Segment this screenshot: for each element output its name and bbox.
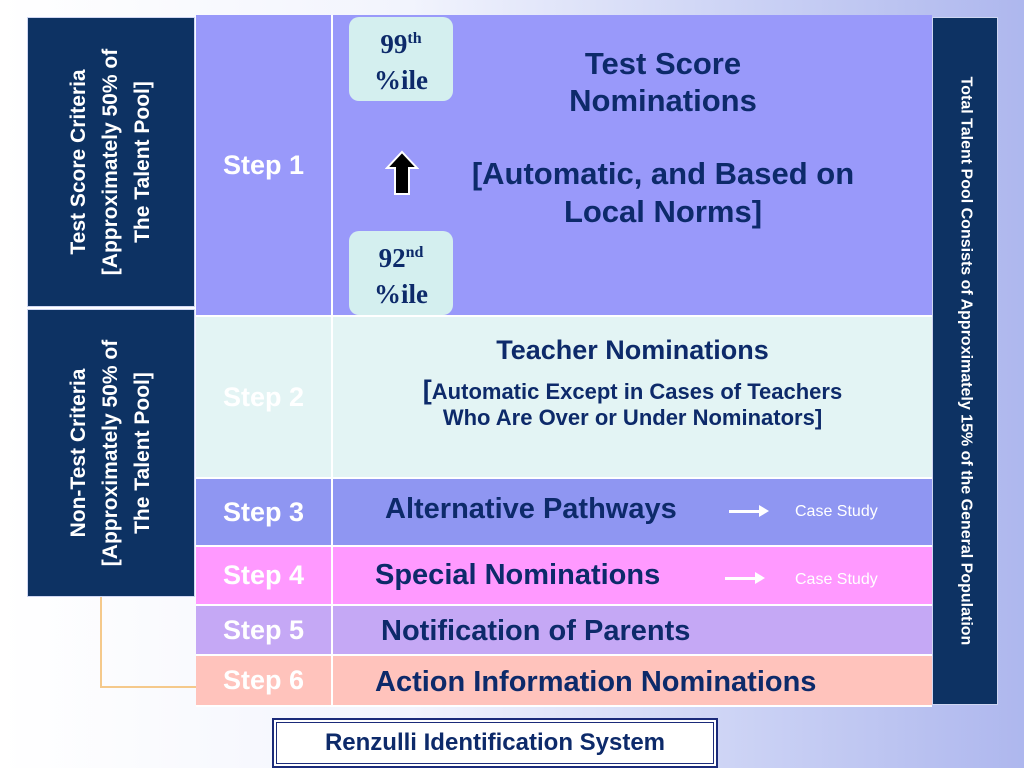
non-test-criteria-line1: Non-Test Criteria — [67, 368, 91, 538]
step6-label: Step 6 — [222, 665, 305, 695]
footer-title: Renzulli Identification System — [324, 729, 666, 756]
footer-title-box — [272, 718, 718, 768]
talent-pool-box — [932, 17, 998, 705]
step3-label: Step 3 — [222, 496, 305, 527]
step1-title-line1: Test Score — [584, 46, 742, 81]
step2-content-cell — [333, 317, 932, 479]
step1-subtitle-line1: [Automatic, and Based on — [471, 156, 855, 191]
step4-arrow-icon — [725, 577, 759, 580]
step2-subtitle-line2: Who Are Over or Under Nominators] — [442, 405, 823, 430]
step3-label-cell — [196, 479, 333, 547]
test-score-criteria-box — [27, 17, 195, 307]
step5-content-cell — [333, 606, 932, 656]
step2-subtitle — [333, 377, 932, 431]
bottom-percentile-number: 92 — [378, 242, 406, 273]
step2-label: Step 2 — [222, 381, 305, 412]
step2-subtitle-line1: Automatic Except in Cases of Teachers — [431, 379, 843, 404]
step6-content-cell — [333, 656, 932, 707]
step1-content-cell — [333, 15, 932, 317]
step3-title: Alternative Pathways — [385, 493, 677, 525]
test-score-criteria-line3: The Talent Pool] — [131, 81, 155, 243]
step1-title — [503, 45, 823, 119]
connector-bracket — [100, 596, 200, 688]
step2-label-cell — [196, 317, 333, 479]
non-test-criteria-line2: [Approximately 50% of — [99, 339, 123, 567]
step4-title: Special Nominations — [375, 559, 661, 591]
step3-case-study-link[interactable]: Case Study — [795, 503, 878, 520]
non-test-criteria-text — [63, 340, 159, 566]
top-percentile-suffix: th — [407, 29, 422, 47]
step4-content-cell — [333, 547, 932, 606]
step3-arrow-icon — [729, 510, 763, 513]
step1-title-line2: Nominations — [569, 83, 757, 118]
talent-pool-text: Total Talent Pool Consists of Approximately 15% of the General Population — [957, 76, 975, 646]
step2-title: Teacher Nominations — [496, 335, 769, 365]
step5-title: Notification of Parents — [381, 615, 691, 647]
step3-content-cell — [333, 479, 932, 547]
step1-subtitle — [443, 155, 883, 231]
non-test-criteria-box — [27, 309, 195, 597]
step4-label: Step 4 — [222, 560, 305, 590]
bottom-percentile-suffix: nd — [405, 243, 424, 261]
top-percentile-number: 99 — [380, 28, 408, 59]
step4-label-cell — [196, 547, 333, 606]
step5-label-cell — [196, 606, 333, 656]
top-percentile-badge — [349, 17, 453, 101]
test-score-criteria-line1: Test Score Criteria — [67, 69, 91, 255]
step6-title: Action Information Nominations — [375, 666, 817, 698]
step6-label-cell — [196, 656, 333, 707]
step5-label: Step 5 — [222, 614, 305, 645]
step1-label-cell — [196, 15, 333, 317]
top-percentile-unit: %ile — [374, 64, 428, 95]
up-arrow-icon — [385, 150, 419, 196]
test-score-criteria-line2: [Approximately 50% of — [99, 48, 123, 276]
steps-table — [196, 15, 932, 707]
step2-subtitle-bracket: [ — [422, 375, 432, 405]
step1-subtitle-line2: Local Norms] — [563, 194, 763, 229]
step4-case-study-link[interactable]: Case Study — [795, 571, 878, 588]
non-test-criteria-line3: The Talent Pool] — [131, 372, 155, 534]
step1-label: Step 1 — [222, 149, 305, 180]
bottom-percentile-unit: %ile — [374, 278, 428, 309]
test-score-criteria-text — [63, 49, 159, 275]
bottom-percentile-badge — [349, 231, 453, 315]
